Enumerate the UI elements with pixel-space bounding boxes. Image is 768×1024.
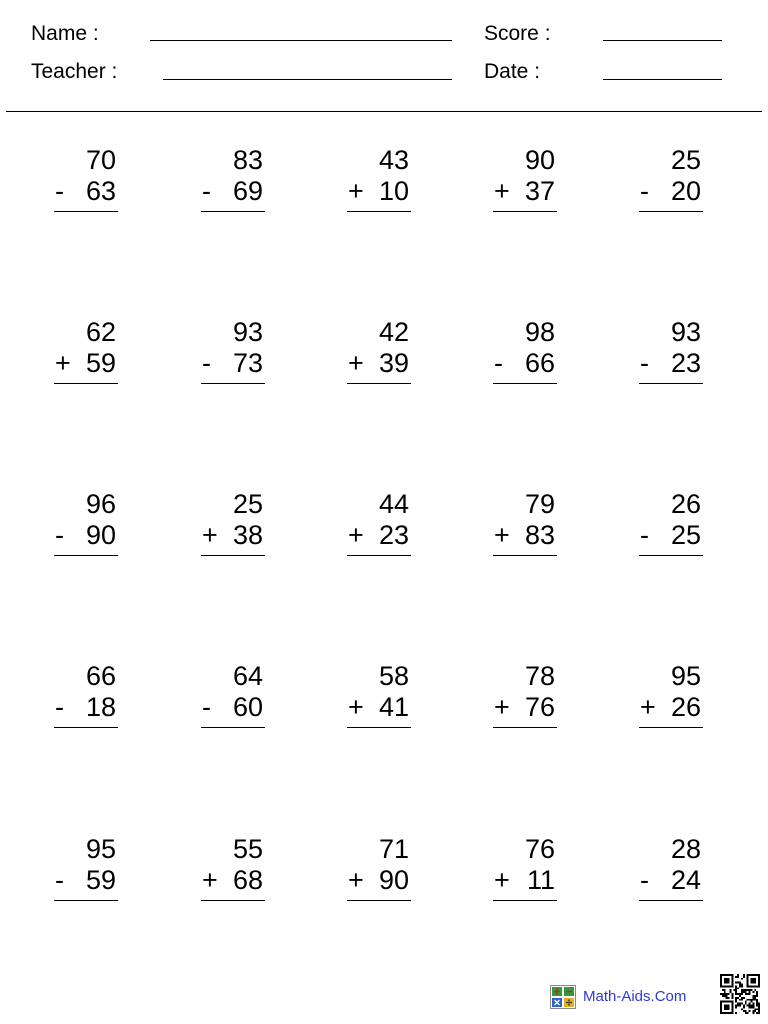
problem-2-1 xyxy=(54,317,118,383)
answer-line[interactable] xyxy=(639,383,703,384)
answer-line[interactable] xyxy=(493,383,557,384)
problem-top-number: 78 xyxy=(524,661,555,691)
problem-bottom-number: 59 xyxy=(85,348,116,378)
problem-bottom-line xyxy=(347,348,409,379)
problem-1-1 xyxy=(54,145,118,211)
plus-operator: + xyxy=(494,865,510,895)
name-line[interactable] xyxy=(150,40,452,41)
problem-top-number: 64 xyxy=(232,661,263,691)
answer-line[interactable] xyxy=(201,900,265,901)
answer-line[interactable] xyxy=(347,900,411,901)
plus-operator: + xyxy=(348,520,364,550)
problem-bottom-number: 23 xyxy=(670,348,701,378)
problem-4-2 xyxy=(201,661,265,727)
answer-line[interactable] xyxy=(54,900,118,901)
plus-operator: + xyxy=(202,520,218,550)
answer-line[interactable] xyxy=(639,211,703,212)
plus-operator: + xyxy=(494,692,510,722)
problem-bottom-line xyxy=(639,520,701,551)
minus-operator: - xyxy=(55,692,64,722)
plus-operator: + xyxy=(55,348,71,378)
problem-2-5 xyxy=(639,317,703,383)
minus-operator: - xyxy=(202,348,211,378)
minus-operator: - xyxy=(202,176,211,206)
problem-1-5 xyxy=(639,145,703,211)
minus-operator: - xyxy=(202,692,211,722)
problem-bottom-line xyxy=(201,348,263,379)
answer-line[interactable] xyxy=(54,555,118,556)
problem-bottom-number: 39 xyxy=(378,348,409,378)
problem-bottom-number: 83 xyxy=(524,520,555,550)
problem-bottom-number: 41 xyxy=(378,692,409,722)
problem-3-4 xyxy=(493,489,557,555)
problem-top-number: 70 xyxy=(85,145,116,175)
problem-bottom-line xyxy=(493,520,555,551)
plus-operator: + xyxy=(348,865,364,895)
plus-operator: + xyxy=(494,176,510,206)
problem-4-3 xyxy=(347,661,411,727)
problem-bottom-line xyxy=(493,176,555,207)
problem-top-number: 95 xyxy=(670,661,701,691)
problem-bottom-line xyxy=(201,865,263,896)
problem-bottom-number: 63 xyxy=(85,176,116,206)
plus-operator: + xyxy=(202,865,218,895)
answer-line[interactable] xyxy=(493,211,557,212)
answer-line[interactable] xyxy=(347,555,411,556)
problem-bottom-line xyxy=(54,348,116,379)
answer-line[interactable] xyxy=(639,727,703,728)
problem-top-number: 44 xyxy=(378,489,409,519)
qr-code-icon xyxy=(720,974,760,1014)
score-label: Score : xyxy=(484,22,551,45)
problem-top-number: 42 xyxy=(378,317,409,347)
problem-top-number: 25 xyxy=(232,489,263,519)
plus-operator: + xyxy=(494,520,510,550)
problem-bottom-line xyxy=(54,692,116,723)
answer-line[interactable] xyxy=(347,727,411,728)
problem-top-number: 25 xyxy=(670,145,701,175)
problem-3-3 xyxy=(347,489,411,555)
answer-line[interactable] xyxy=(493,555,557,556)
answer-line[interactable] xyxy=(54,383,118,384)
name-label: Name : xyxy=(31,22,99,45)
problem-bottom-number: 66 xyxy=(524,348,555,378)
problem-2-2 xyxy=(201,317,265,383)
problem-bottom-number: 59 xyxy=(85,865,116,895)
problem-bottom-line xyxy=(493,692,555,723)
problem-top-number: 66 xyxy=(85,661,116,691)
problem-bottom-number: 26 xyxy=(670,692,701,722)
problem-bottom-number: 11 xyxy=(526,865,555,895)
answer-line[interactable] xyxy=(201,383,265,384)
problem-bottom-line xyxy=(347,692,409,723)
problem-top-number: 93 xyxy=(232,317,263,347)
problem-top-number: 55 xyxy=(232,834,263,864)
answer-line[interactable] xyxy=(493,727,557,728)
problem-4-1 xyxy=(54,661,118,727)
plus-operator: + xyxy=(348,176,364,206)
problem-bottom-number: 73 xyxy=(232,348,263,378)
minus-operator: - xyxy=(55,176,64,206)
problem-bottom-line xyxy=(347,520,409,551)
brand-text: Math-Aids.Com xyxy=(583,988,687,1005)
problem-top-number: 71 xyxy=(378,834,409,864)
date-label: Date : xyxy=(484,60,541,83)
answer-line[interactable] xyxy=(639,900,703,901)
problem-top-number: 58 xyxy=(378,661,409,691)
problem-top-number: 90 xyxy=(524,145,555,175)
problem-top-number: 98 xyxy=(524,317,555,347)
problem-bottom-line xyxy=(347,176,409,207)
problem-bottom-line xyxy=(54,176,116,207)
answer-line[interactable] xyxy=(639,555,703,556)
problem-bottom-line xyxy=(639,692,701,723)
problem-2-4 xyxy=(493,317,557,383)
problem-top-number: 83 xyxy=(232,145,263,175)
problem-bottom-line xyxy=(347,865,409,896)
problem-bottom-line xyxy=(201,692,263,723)
problem-bottom-number: 10 xyxy=(378,176,409,206)
teacher-line[interactable] xyxy=(163,79,452,80)
problem-top-number: 28 xyxy=(670,834,701,864)
problem-5-1 xyxy=(54,834,118,900)
minus-operator: - xyxy=(640,348,649,378)
problem-top-number: 79 xyxy=(524,489,555,519)
problem-bottom-line xyxy=(493,865,555,896)
problem-bottom-number: 24 xyxy=(670,865,701,895)
problem-5-2 xyxy=(201,834,265,900)
problem-top-number: 95 xyxy=(85,834,116,864)
minus-operator: - xyxy=(494,348,503,378)
teacher-label: Teacher : xyxy=(31,60,118,83)
minus-operator: - xyxy=(640,176,649,206)
problem-2-3 xyxy=(347,317,411,383)
problem-bottom-line xyxy=(54,520,116,551)
answer-line[interactable] xyxy=(347,211,411,212)
answer-line[interactable] xyxy=(493,900,557,901)
problem-bottom-number: 90 xyxy=(378,865,409,895)
problem-top-number: 96 xyxy=(85,489,116,519)
date-line[interactable] xyxy=(603,79,722,80)
plus-operator: + xyxy=(348,348,364,378)
problem-1-3 xyxy=(347,145,411,211)
problem-bottom-number: 76 xyxy=(524,692,555,722)
problem-bottom-line xyxy=(639,348,701,379)
minus-operator: - xyxy=(640,520,649,550)
plus-operator: + xyxy=(348,692,364,722)
problem-bottom-number: 20 xyxy=(670,176,701,206)
plus-operator: + xyxy=(640,692,656,722)
problem-bottom-line xyxy=(54,865,116,896)
problem-bottom-number: 68 xyxy=(232,865,263,895)
problem-4-5 xyxy=(639,661,703,727)
problem-top-number: 93 xyxy=(670,317,701,347)
problem-5-3 xyxy=(347,834,411,900)
problem-bottom-line xyxy=(201,176,263,207)
minus-operator: - xyxy=(640,865,649,895)
problem-top-number: 43 xyxy=(378,145,409,175)
problem-top-number: 62 xyxy=(85,317,116,347)
problem-bottom-number: 60 xyxy=(232,692,263,722)
problem-3-5 xyxy=(639,489,703,555)
problem-bottom-line xyxy=(639,176,701,207)
problem-bottom-number: 38 xyxy=(232,520,263,550)
answer-line[interactable] xyxy=(201,555,265,556)
minus-operator: - xyxy=(55,865,64,895)
minus-operator: - xyxy=(55,520,64,550)
problem-bottom-number: 37 xyxy=(524,176,555,206)
score-line[interactable] xyxy=(603,40,722,41)
problem-3-1 xyxy=(54,489,118,555)
answer-line[interactable] xyxy=(201,211,265,212)
problem-5-5 xyxy=(639,834,703,900)
problem-top-number: 26 xyxy=(670,489,701,519)
calculator-icon xyxy=(550,985,576,1009)
problem-bottom-line xyxy=(201,520,263,551)
brand-link[interactable] xyxy=(550,984,710,1008)
problem-5-4 xyxy=(493,834,557,900)
problem-3-2 xyxy=(201,489,265,555)
problem-bottom-line xyxy=(493,348,555,379)
problem-bottom-number: 90 xyxy=(85,520,116,550)
problem-bottom-number: 69 xyxy=(232,176,263,206)
problem-bottom-line xyxy=(639,865,701,896)
answer-line[interactable] xyxy=(54,211,118,212)
problem-bottom-number: 18 xyxy=(85,692,116,722)
problem-4-4 xyxy=(493,661,557,727)
header-divider xyxy=(6,111,762,112)
problem-bottom-number: 25 xyxy=(670,520,701,550)
problem-1-2 xyxy=(201,145,265,211)
problem-top-number: 76 xyxy=(524,834,555,864)
problem-bottom-number: 23 xyxy=(378,520,409,550)
answer-line[interactable] xyxy=(347,383,411,384)
problem-1-4 xyxy=(493,145,557,211)
answer-line[interactable] xyxy=(201,727,265,728)
answer-line[interactable] xyxy=(54,727,118,728)
